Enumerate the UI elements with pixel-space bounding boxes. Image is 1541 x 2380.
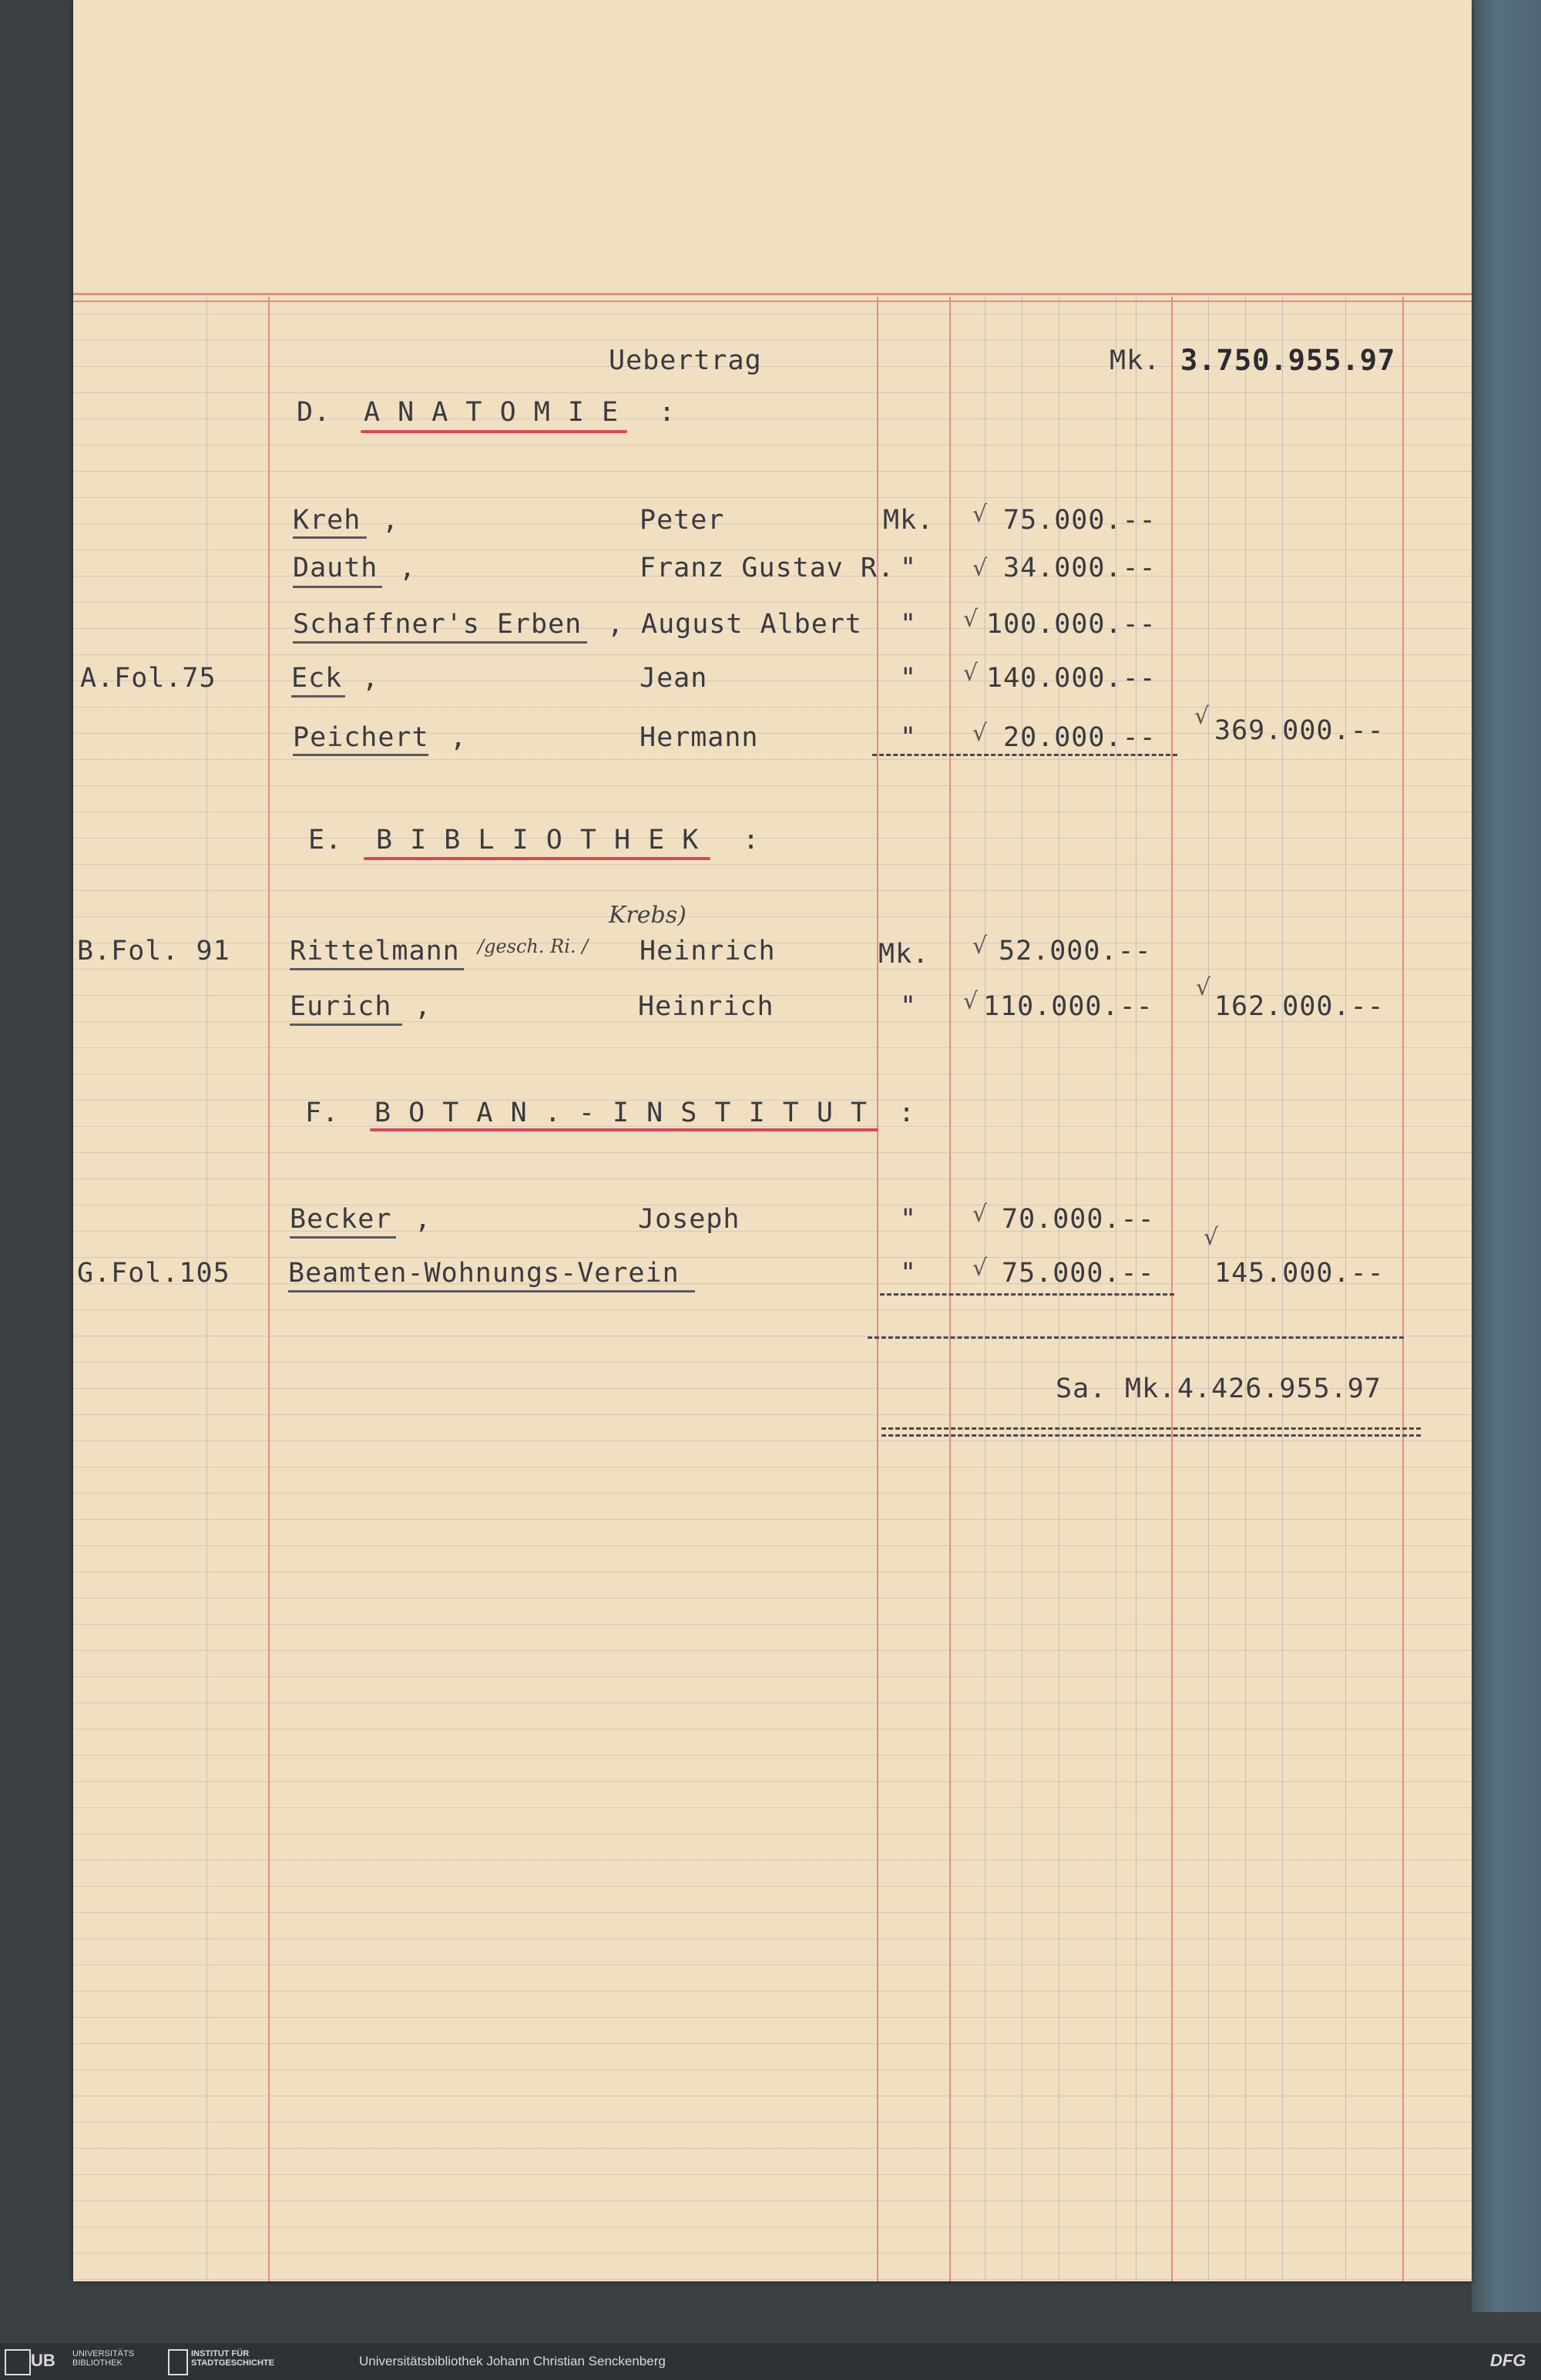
surname-underline	[293, 641, 587, 644]
section-subtotal: 145.000.--	[1214, 1258, 1385, 1289]
grand-total-dashed-rule	[868, 1336, 1404, 1339]
check-mark: √	[1196, 974, 1211, 1001]
row-amount: 20.000.--	[1003, 722, 1157, 753]
header-red-rule	[73, 293, 1472, 295]
section-title-underline	[361, 430, 627, 433]
row-ditto: "	[900, 609, 918, 640]
check-mark: √	[1204, 1224, 1219, 1251]
row-sep: ,	[399, 553, 417, 583]
section-title-underline	[364, 857, 710, 860]
check-mark: √	[1194, 703, 1210, 730]
surname-underline	[290, 1236, 396, 1239]
section-subtotal: 369.000.--	[1214, 715, 1385, 746]
row-ditto: "	[900, 663, 918, 694]
column-line-red	[1402, 297, 1404, 2281]
check-mark: √	[972, 1255, 988, 1282]
row-ditto: "	[900, 722, 918, 753]
total-label: Sa.	[1056, 1373, 1107, 1404]
section-title: B I B L I O T H E K	[376, 825, 700, 856]
row-ditto: "	[900, 553, 918, 583]
surname-underline	[290, 968, 464, 970]
surname-underline	[293, 536, 367, 539]
ledger-page-top	[73, 0, 1472, 293]
column-line	[1282, 297, 1283, 2281]
row-surname: Kreh	[293, 505, 361, 536]
row-surname: Eurich	[290, 991, 392, 1022]
column-line-red	[877, 297, 878, 2281]
surname-underline	[290, 1024, 402, 1026]
surname-underline	[293, 586, 382, 588]
section-title: B O T A N . - I N S T I T U T	[374, 1098, 868, 1128]
carry-over-currency: Mk.	[1110, 345, 1161, 376]
carry-over-amount: 3.750.955.97	[1180, 344, 1396, 377]
column-line-red	[1171, 297, 1173, 2281]
book-spine-edge	[1472, 0, 1541, 2312]
row-given: Heinrich	[640, 936, 776, 966]
row-surname: Rittelmann	[290, 936, 460, 966]
row-ditto: Mk.	[883, 505, 935, 536]
header-red-rule-2	[73, 301, 1472, 302]
row-given: Franz Gustav R.	[640, 553, 895, 583]
section-letter: D.	[297, 397, 331, 428]
row-sep: ,	[382, 505, 400, 536]
row-surname: Schaffner's Erben	[293, 609, 582, 640]
section-letter: F.	[305, 1098, 340, 1128]
row-sep: ,	[450, 722, 468, 753]
row-amount: 70.000.--	[1002, 1204, 1155, 1235]
row-surname: Dauth	[293, 553, 378, 583]
row-amount: 52.000.--	[999, 936, 1152, 966]
column-line	[206, 297, 207, 2281]
total-amount: 4.426.955.97	[1177, 1373, 1382, 1404]
column-line-red	[268, 297, 270, 2281]
row-amount: 34.000.--	[1003, 553, 1157, 583]
section-title-underline	[370, 1128, 878, 1131]
row-amount: 75.000.--	[1002, 1258, 1155, 1289]
surname-underline	[291, 695, 345, 698]
row-amount: 100.000.--	[986, 609, 1157, 640]
row-sep: ,	[415, 1204, 432, 1235]
handwritten-inline-note: /gesch. Ri. /	[478, 936, 589, 957]
check-mark: √	[972, 933, 988, 960]
column-line	[1245, 297, 1246, 2281]
row-surname: Peichert	[293, 722, 429, 753]
row-ditto: "	[900, 1258, 918, 1289]
check-mark: √	[963, 660, 979, 687]
library-name: Universitätsbibliothek Johann Christian Senckenberg	[359, 2354, 666, 2368]
subtotal-dashed-rule	[880, 1293, 1174, 1296]
row-given: Peter	[640, 505, 725, 536]
check-mark: √	[963, 988, 979, 1015]
ub-text: UNIVERSITÄTS BIBLIOTHEK	[72, 2349, 135, 2368]
subtotal-dashed-rule	[872, 754, 1177, 756]
row-ditto: "	[900, 1204, 918, 1235]
row-given: August Albert	[641, 609, 862, 640]
section-colon: :	[898, 1098, 916, 1128]
row-amount: 140.000.--	[986, 663, 1157, 694]
total-currency: Mk.	[1125, 1373, 1177, 1404]
column-line	[1345, 297, 1346, 2281]
row-given: Jean	[640, 663, 708, 694]
row-sep: ,	[415, 991, 432, 1022]
column-line	[1208, 297, 1209, 2281]
check-mark: √	[972, 720, 988, 747]
check-mark: √	[972, 501, 988, 528]
institute-name: INSTITUT FÜR STADTGESCHICHTE	[191, 2349, 274, 2368]
section-title: A N A T O M I E	[364, 397, 619, 428]
row-folio-ref: G.Fol.105	[77, 1258, 230, 1289]
row-given: Hermann	[640, 722, 759, 753]
row-amount: 75.000.--	[1003, 505, 1157, 536]
handwritten-note: Krebs)	[609, 902, 687, 929]
institute-logo-icon	[168, 2349, 188, 2375]
row-surname: Beamten-Wohnungs-Verein	[288, 1258, 680, 1289]
row-folio-ref: A.Fol.75	[80, 663, 217, 694]
column-line-red	[949, 297, 951, 2281]
carry-over-label: Uebertrag	[609, 345, 762, 376]
section-colon: :	[743, 825, 760, 856]
section-colon: :	[659, 397, 676, 428]
row-ditto: "	[900, 991, 918, 1022]
section-subtotal: 162.000.--	[1214, 991, 1385, 1022]
row-given: Heinrich	[638, 991, 774, 1022]
section-letter: E.	[308, 825, 343, 856]
ledger-page	[73, 0, 1472, 2281]
row-surname: Eck	[291, 663, 343, 694]
row-ditto: Mk.	[878, 939, 930, 970]
total-double-rule	[881, 1427, 1421, 1437]
dfg-logo: DFG	[1490, 2351, 1526, 2370]
surname-underline	[288, 1290, 695, 1293]
row-surname: Becker	[290, 1204, 392, 1235]
row-amount: 110.000.--	[983, 991, 1153, 1022]
check-mark: √	[963, 606, 979, 633]
row-sep: ,	[362, 663, 380, 694]
archive-footer	[0, 2343, 1541, 2380]
ub-logo-icon	[5, 2349, 31, 2375]
ub-mark: UB	[31, 2351, 55, 2370]
check-mark: √	[972, 555, 988, 582]
row-folio-ref: B.Fol. 91	[77, 936, 230, 966]
check-mark: √	[972, 1201, 988, 1228]
row-given: Joseph	[638, 1204, 740, 1235]
row-sep: ,	[607, 609, 625, 640]
surname-underline	[293, 754, 428, 756]
